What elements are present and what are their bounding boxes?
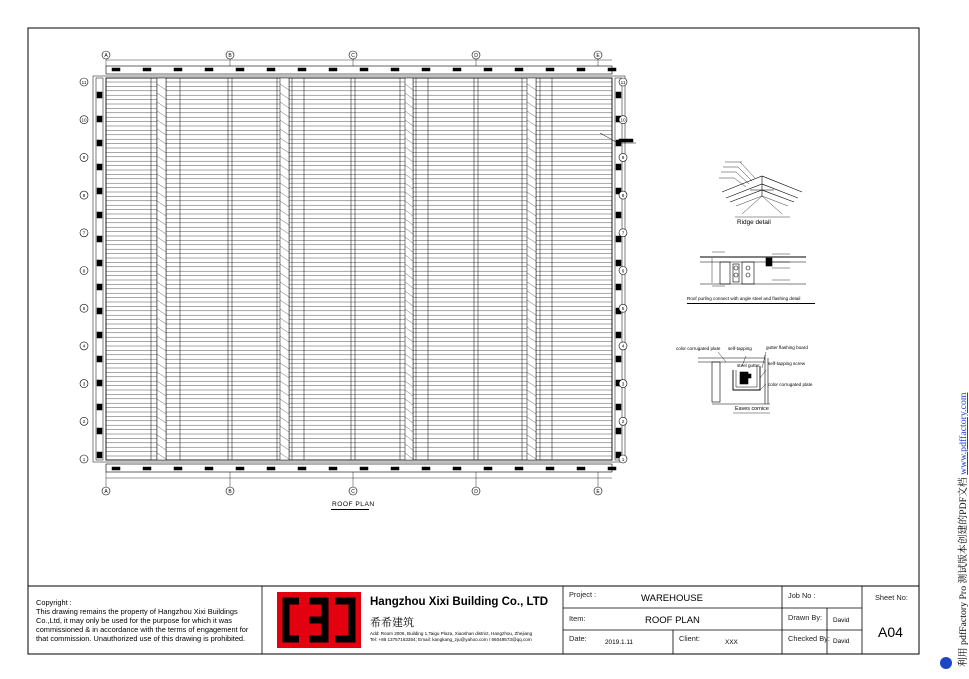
roof-plan-drawing [93, 60, 625, 478]
grid-row-label: 3 [621, 381, 625, 387]
grid-column-bubble [594, 51, 602, 59]
item-label: Item: [569, 614, 586, 623]
grid-row-bubble [80, 417, 88, 425]
client-value: XXX [725, 639, 738, 646]
grid-column-bubble [472, 51, 480, 59]
grid-row-bubble [619, 229, 627, 237]
purlin-caption-underline [687, 303, 815, 304]
grid-row-label: 11 [81, 79, 87, 85]
grid-row-label: 7 [621, 230, 625, 236]
grid-column-label: C [351, 53, 355, 59]
project-value: WAREHOUSE [641, 593, 703, 604]
address-line: Add: Room 2006, Building 1,Taigu Plaza, Xiaoshan district, Hangzhou, Zhejiang [370, 631, 533, 636]
copyright-line: Co.,Ltd, it may only be used for the purpose for which it was [36, 616, 232, 625]
sheet-no-value: A04 [878, 624, 903, 640]
date-value: 2019.1.11 [605, 639, 633, 646]
grid-column-label: E [596, 489, 600, 495]
client-label: Client: [679, 634, 700, 643]
eaves-label-self-tapping-screw: self-tapping screw [768, 361, 806, 366]
watermark-link[interactable]: www.pdffactory.com [958, 392, 969, 475]
eaves-label-steel-gutter: steel gutter [737, 363, 760, 368]
purlin-connection-detail [700, 252, 806, 286]
grid-row-label: 3 [82, 381, 86, 387]
copyright-heading: Copyright : [36, 598, 72, 607]
grid-row-label: 9 [82, 155, 86, 161]
grid-row-bubble [80, 229, 88, 237]
grid-row-bubble [619, 304, 627, 312]
watermark [955, 393, 969, 667]
grid-row-label: 9 [621, 155, 625, 161]
plan-title: ROOF PLAN [332, 501, 375, 508]
grid-row-bubble [80, 342, 88, 350]
grid-row-label: 2 [621, 419, 625, 425]
grid-row-label: 8 [82, 192, 86, 198]
sheet-no-label: Sheet No: [875, 593, 908, 602]
grid-row-bubble [619, 417, 627, 425]
grid-row-label: 1 [82, 456, 86, 462]
watermark-text: 利用 pdfFactory Pro 测试版本创建的PDF文档 [958, 477, 969, 667]
grid-row-label: 6 [82, 268, 86, 274]
grid-row-label: 4 [621, 343, 625, 349]
pdffactory-icon [940, 657, 952, 669]
grid-column-bubble [226, 51, 234, 59]
grid-row-label: 6 [621, 268, 625, 274]
grid-row-label: 10 [81, 117, 87, 123]
grid-column-bubble [102, 487, 110, 495]
grid-row-bubble [619, 78, 627, 86]
grid-column-bubble [472, 487, 480, 495]
grid-column-label: E [596, 53, 600, 59]
item-value: ROOF PLAN [645, 615, 700, 626]
checked-by-value: David [833, 638, 850, 645]
grid-column-label: C [351, 489, 355, 495]
grid-row-label: 8 [621, 192, 625, 198]
grid-column-label: D [474, 489, 478, 495]
grid-row-bubble [80, 153, 88, 161]
grid-column-bubble [349, 51, 357, 59]
copyright-line: commissioned & in accordance with the terms of engagement for [36, 625, 249, 634]
grid-column-bubble [226, 487, 234, 495]
plan-title-underline [331, 509, 369, 510]
date-label: Date: [569, 634, 587, 643]
grid-row-label: 5 [621, 306, 625, 311]
grid-row-bubble [619, 342, 627, 350]
grid-row-bubble [80, 455, 88, 463]
eaves-label-corrugated-top: color corrugated plate [676, 346, 721, 351]
grid-row-bubble [80, 304, 88, 312]
grid-row-label: 5 [82, 306, 86, 311]
grid-row-bubble [80, 191, 88, 199]
grid-row-bubble [619, 191, 627, 199]
drawn-by-label: Drawn By: [788, 613, 823, 622]
company-name-cn: 希希建筑 [370, 617, 414, 629]
grid-column-bubble [102, 51, 110, 59]
grid-row-bubble [619, 267, 627, 275]
grid-row-bubble [619, 455, 627, 463]
grid-row-bubble [80, 267, 88, 275]
grid-column-label: B [228, 53, 232, 59]
grid-column-label: B [228, 489, 232, 495]
ridge-detail-title: Ridge detail [737, 219, 771, 226]
grid-column-bubble [349, 487, 357, 495]
grid-column-label: A [104, 489, 108, 495]
copyright-line: This drawing remains the property of Hangzhou Xixi Buildings [36, 607, 238, 616]
company-address [370, 631, 532, 643]
grid-row-label: 10 [620, 117, 626, 123]
grid-row-bubble [80, 380, 88, 388]
eaves-label-self-tapping: self-tapping [728, 346, 752, 351]
copyright-line: that commission. Unauthorized use of this drawing is prohibited. [36, 634, 246, 643]
eaves-detail-title: Eaves cornice [735, 406, 769, 412]
grid-row-label: 4 [82, 343, 86, 349]
eaves-label-corrugated-bottom: color corrugated plate [768, 382, 813, 387]
grid-row-bubble [619, 153, 627, 161]
purlin-detail-caption: Roof purling connect with angle steel and flashing detail [687, 296, 801, 301]
grid-column-label: A [104, 53, 108, 59]
grid-column-bubble [594, 487, 602, 495]
grid-row-bubble [619, 116, 627, 124]
grid-column-label: D [474, 53, 478, 59]
company-logo [277, 592, 361, 648]
grid-row-bubble [80, 78, 88, 86]
grid-row-label: 7 [82, 230, 86, 236]
grid-row-label: 1 [621, 456, 625, 462]
grid-row-bubble [80, 116, 88, 124]
checked-by-label: Checked By: [788, 634, 830, 643]
eaves-label-gutter-board: gutter flashing board [766, 345, 808, 350]
project-label: Project : [569, 590, 597, 599]
grid-row-label: 2 [82, 419, 86, 425]
copyright-notice [36, 598, 264, 643]
grid-row-label: 11 [620, 79, 626, 85]
contact-line: Tel: +86 13757163354; Email: kangkang_zju@yahoo.com / 66049573@qq.com [370, 637, 532, 642]
grid-row-bubble [619, 380, 627, 388]
drawn-by-value: David [833, 617, 850, 624]
company-name: Hangzhou Xixi Building Co., LTD [370, 596, 549, 608]
job-no-label: Job No : [788, 591, 816, 600]
ridge-detail [719, 162, 802, 217]
eaves-cornice-detail [698, 352, 770, 413]
